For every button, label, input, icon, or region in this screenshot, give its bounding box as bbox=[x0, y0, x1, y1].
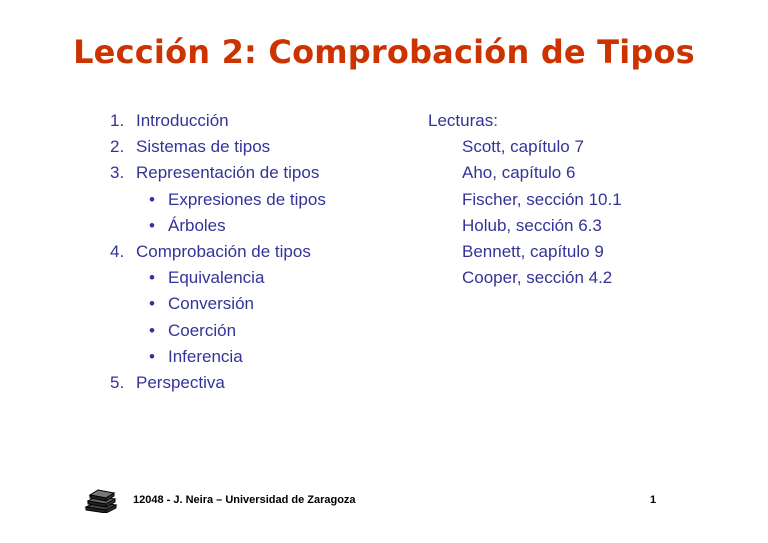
outline-number: 4. bbox=[110, 241, 125, 261]
outline-number: 3. bbox=[110, 163, 125, 183]
outline-number: 5. bbox=[110, 372, 125, 392]
outline-subitem bbox=[110, 344, 326, 370]
bullet-icon: • bbox=[149, 215, 155, 235]
outline-subitem bbox=[110, 187, 326, 213]
slide-title: Lección 2: Comprobación de Tipos bbox=[73, 33, 695, 71]
bullet-icon: • bbox=[149, 189, 155, 209]
reading-item: Aho, capítulo 6 bbox=[462, 163, 576, 183]
outline-text: Introducción bbox=[136, 111, 229, 130]
outline-subitem bbox=[110, 265, 326, 291]
outline-text: Árboles bbox=[168, 215, 226, 235]
outline-text: Conversión bbox=[168, 294, 254, 314]
bullet-icon: • bbox=[149, 320, 155, 340]
outline-item bbox=[110, 108, 326, 134]
bullet-icon: • bbox=[149, 346, 155, 366]
outline-item bbox=[110, 134, 326, 160]
outline-text: Representación de tipos bbox=[136, 163, 320, 183]
readings-list bbox=[428, 108, 622, 291]
outline-text: Coerción bbox=[168, 320, 237, 340]
outline-list bbox=[110, 108, 326, 396]
readings-heading: Lecturas: bbox=[428, 111, 498, 130]
outline-subitem bbox=[110, 318, 326, 344]
outline-item bbox=[110, 239, 326, 265]
outline-item bbox=[110, 370, 326, 396]
reading-item: Scott, capítulo 7 bbox=[462, 137, 584, 157]
reading-item: Holub, sección 6.3 bbox=[462, 215, 602, 235]
reading-item: Bennett, capítulo 9 bbox=[462, 241, 604, 261]
outline-text: Perspectiva bbox=[136, 372, 225, 392]
outline-text: Inferencia bbox=[168, 346, 243, 366]
outline-item bbox=[110, 160, 326, 186]
reading-item: Fischer, sección 10.1 bbox=[462, 189, 622, 209]
outline-subitem bbox=[110, 213, 326, 239]
outline-number: 1. bbox=[110, 111, 125, 130]
outline-text: Equivalencia bbox=[168, 268, 265, 288]
outline-text: Sistemas de tipos bbox=[136, 137, 271, 157]
outline-text: Expresiones de tipos bbox=[168, 189, 326, 209]
bullet-icon: • bbox=[149, 294, 155, 314]
book-stack-icon bbox=[84, 487, 118, 513]
outline-subitem bbox=[110, 291, 326, 317]
outline-number: 2. bbox=[110, 137, 125, 157]
outline-text: Comprobación de tipos bbox=[136, 241, 311, 261]
reading-item: Cooper, sección 4.2 bbox=[462, 268, 613, 288]
bullet-icon: • bbox=[149, 268, 155, 288]
footer-text: 12048 - J. Neira – Universidad de Zaragoza bbox=[133, 494, 356, 506]
page-number: 1 bbox=[650, 494, 657, 506]
